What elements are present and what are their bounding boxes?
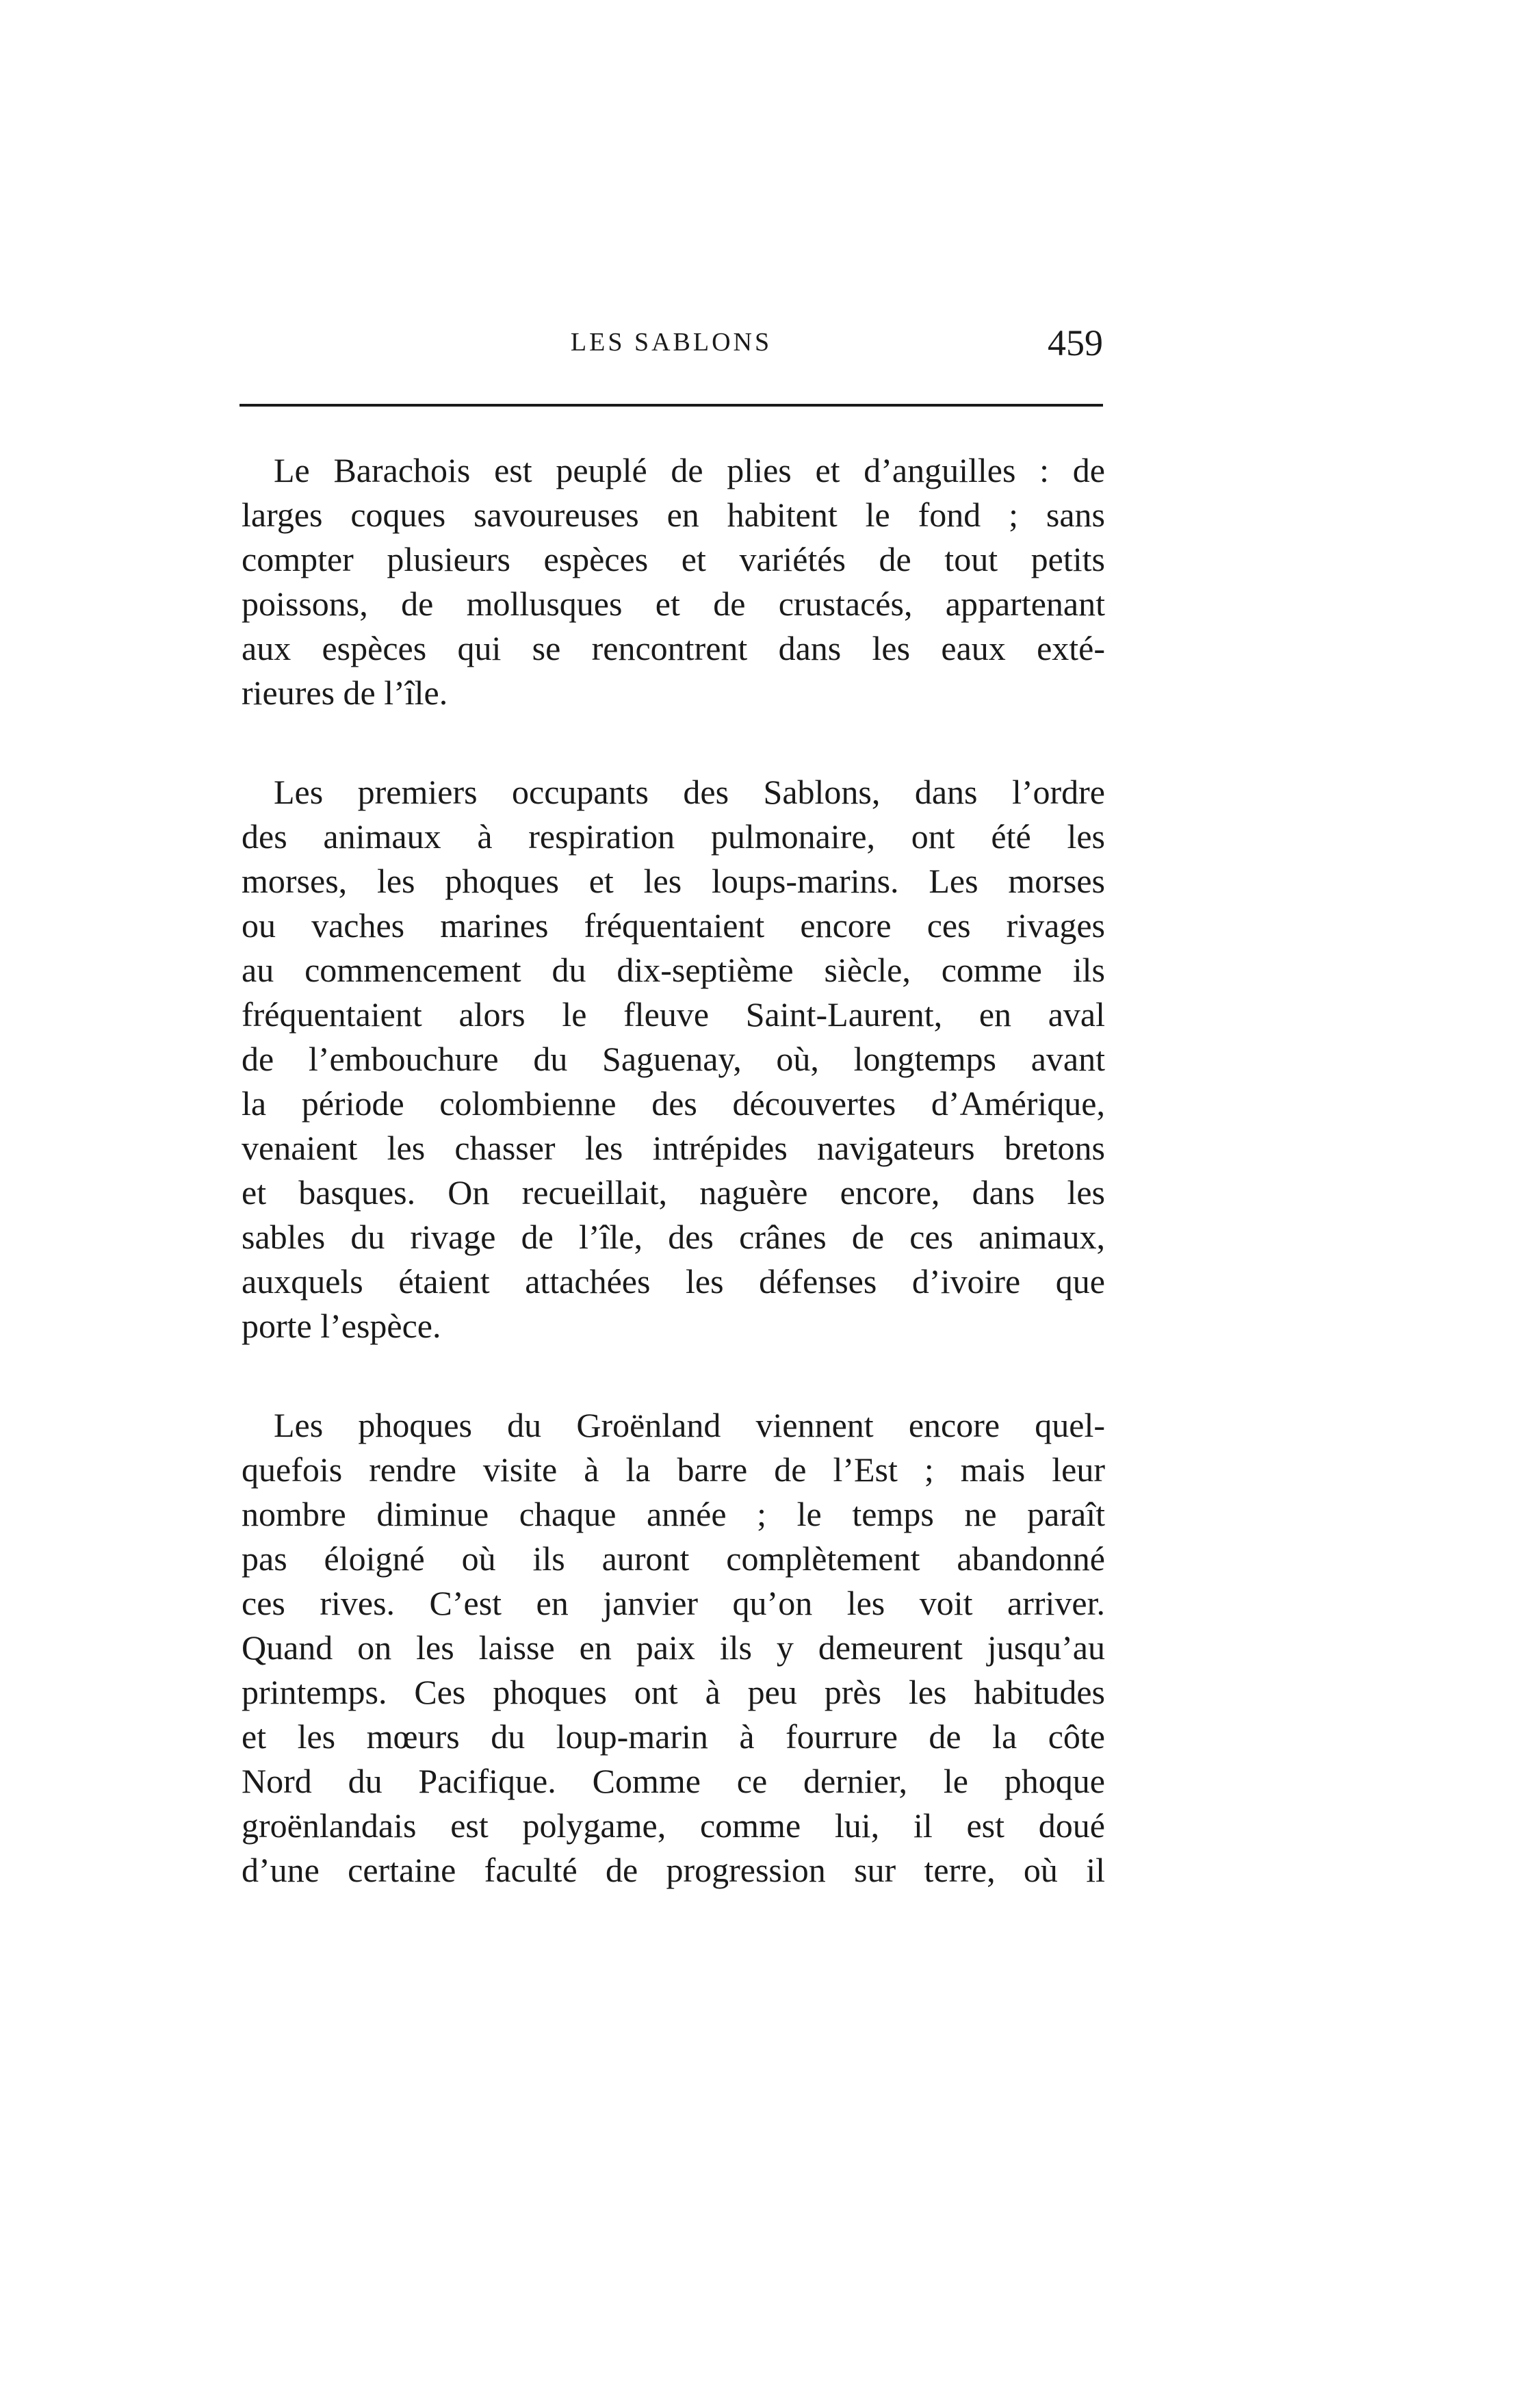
text-line: pas éloigné où ils auront complètement abandonné [242, 1539, 1105, 1578]
text-line: des animaux à respiration pulmonaire, ont été les [242, 817, 1105, 856]
text-line: et basques. On recueillait, naguère encore, dans les [242, 1173, 1105, 1212]
header-rule [239, 404, 1103, 407]
text-line: groënlandais est polygame, comme lui, il est doué [242, 1806, 1105, 1845]
text-line: et les mœurs du loup-marin à fourrure de la côte [242, 1717, 1105, 1756]
text-line: fréquentaient alors le fleuve Saint-Laurent, en aval [242, 995, 1105, 1034]
text-line: Les phoques du Groënland viennent encore quel- [274, 1406, 1105, 1444]
text-line: printemps. Ces phoques ont à peu près les habitudes [242, 1673, 1105, 1711]
text-line: Les premiers occupants des Sablons, dans l’ordre [274, 773, 1105, 811]
text-line: au commencement du dix-septième siècle, comme ils [242, 951, 1105, 989]
paragraph-gap [242, 1348, 1105, 1403]
text-line: porte l’espèce. [242, 1307, 441, 1345]
text-line: d’une certaine faculté de progression sur terre, où il [242, 1851, 1105, 1889]
page-number: 459 [1048, 322, 1103, 363]
text-line: Quand on les laisse en paix ils y demeurent jusqu’au [242, 1628, 1105, 1667]
text-line: ces rives. C’est en janvier qu’on les voit arriver. [242, 1584, 1105, 1622]
text-line: la période colombienne des découvertes d’Amérique, [242, 1084, 1105, 1123]
paragraph-3 [242, 1403, 1105, 1893]
text-line: rieures de l’île. [242, 674, 448, 712]
text-line: morses, les phoques et les loups-marins. Les morses [242, 862, 1105, 900]
text-line: sables du rivage de l’île, des crânes de ces animaux, [242, 1218, 1105, 1256]
text-line: larges coques savoureuses en habitent le fond ; sans [242, 496, 1105, 534]
paragraph-gap [242, 715, 1105, 770]
text-line: quefois rendre visite à la barre de l’Est ; mais leur [242, 1450, 1105, 1489]
text-line: Le Barachois est peuplé de plies et d’anguilles : de [274, 451, 1105, 489]
text-line: poissons, de mollusques et de crustacés, appartenant [242, 585, 1105, 623]
text-line: aux espèces qui se rencontrent dans les eaux exté- [242, 629, 1105, 667]
paragraph-1 [242, 448, 1105, 715]
running-head [239, 322, 1103, 370]
text-line: de l’embouchure du Saguenay, où, longtemps avant [242, 1040, 1105, 1078]
text-line: auxquels étaient attachées les défenses d’ivoire que [242, 1262, 1105, 1301]
text-line: venaient les chasser les intrépides navigateurs bretons [242, 1129, 1105, 1167]
running-title: LES SABLONS [570, 328, 773, 357]
text-line: Nord du Pacifique. Comme ce dernier, le phoque [242, 1762, 1105, 1800]
paragraph-2 [242, 770, 1105, 1348]
text-line: ou vaches marines fréquentaient encore ces rivages [242, 906, 1105, 945]
text-line: nombre diminue chaque année ; le temps ne paraît [242, 1495, 1105, 1533]
body-text [242, 448, 1105, 1893]
text-line: compter plusieurs espèces et variétés de tout petits [242, 540, 1105, 578]
